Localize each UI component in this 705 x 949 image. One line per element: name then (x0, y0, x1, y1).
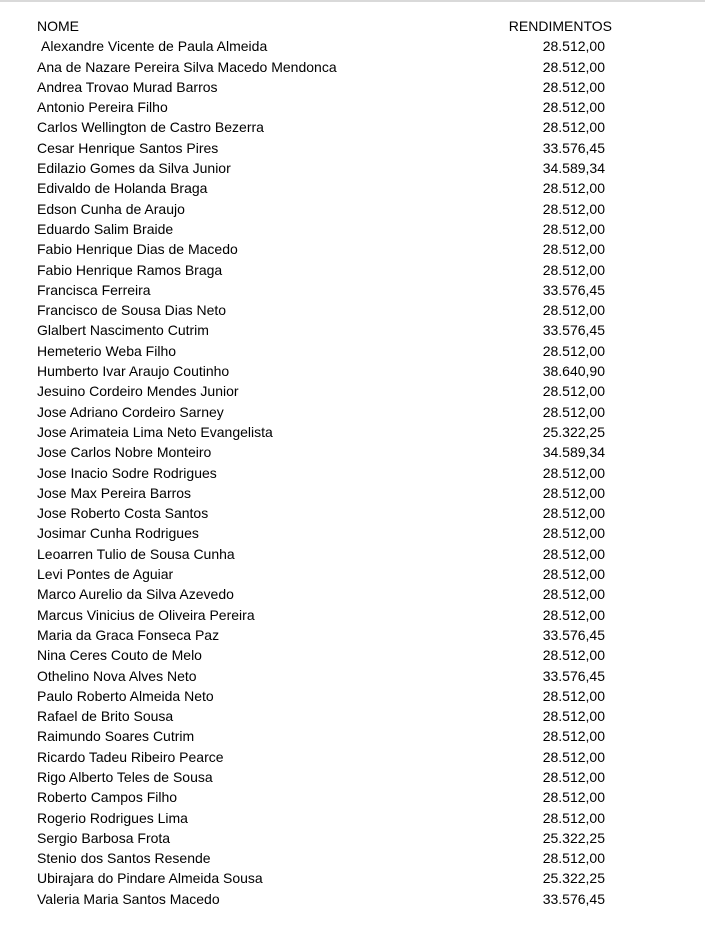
row-name: Valeria Maria Santos Macedo (37, 890, 220, 907)
row-value: 28.512,00 (542, 484, 605, 501)
row-name: Othelino Nova Alves Neto (37, 667, 197, 684)
row-name: Rigo Alberto Teles de Sousa (37, 768, 213, 785)
table-row (37, 260, 612, 280)
row-name: Sergio Barbosa Frota (37, 829, 171, 846)
table-row (37, 584, 612, 604)
row-value: 28.512,00 (542, 647, 605, 664)
table-row (37, 828, 612, 848)
table-row (37, 178, 612, 198)
row-value: 28.512,00 (542, 728, 605, 745)
table-row (37, 767, 612, 787)
table-row (37, 117, 612, 137)
row-value: 28.512,00 (542, 586, 605, 603)
table-row (37, 787, 612, 807)
top-divider (0, 0, 705, 2)
row-value: 25.322,25 (542, 829, 605, 846)
table-row (37, 463, 612, 483)
row-value: 28.512,00 (542, 768, 605, 785)
row-value: 28.512,00 (542, 180, 605, 197)
row-value: 33.576,45 (542, 322, 605, 339)
row-name: Ana de Nazare Pereira Silva Macedo Mendonca (37, 58, 337, 75)
table-row (37, 422, 612, 442)
row-name: Francisco de Sousa Dias Neto (37, 302, 227, 319)
row-value: 28.512,00 (542, 850, 605, 867)
row-name: Hemeterio Weba Filho (37, 342, 177, 359)
table-row (37, 381, 612, 401)
table-row (37, 36, 612, 56)
table-row (37, 544, 612, 564)
row-value: 28.512,00 (542, 748, 605, 765)
table-row (37, 889, 612, 909)
row-value: 33.576,45 (542, 667, 605, 684)
table-row (37, 808, 612, 828)
row-value: 28.512,00 (542, 545, 605, 562)
row-value: 28.512,00 (542, 241, 605, 258)
row-value: 28.512,00 (542, 58, 605, 75)
row-name: Leoarren Tulio de Sousa Cunha (37, 545, 235, 562)
table-row (37, 219, 612, 239)
row-name: Carlos Wellington de Castro Bezerra (37, 119, 264, 136)
table-row (37, 503, 612, 523)
row-value: 28.512,00 (542, 78, 605, 95)
row-name: Maria da Graca Fonseca Paz (37, 626, 220, 643)
table-row (37, 57, 612, 77)
row-name: Jose Arimateia Lima Neto Evangelista (37, 423, 273, 440)
row-value: 28.512,00 (542, 809, 605, 826)
table-row (37, 848, 612, 868)
row-name: Ricardo Tadeu Ribeiro Pearce (37, 748, 224, 765)
table-header-row (37, 16, 612, 36)
row-value: 28.512,00 (542, 200, 605, 217)
row-value: 28.512,00 (542, 687, 605, 704)
table-row (37, 442, 612, 462)
row-value: 28.512,00 (542, 708, 605, 725)
row-value: 28.512,00 (542, 383, 605, 400)
table-row (37, 483, 612, 503)
row-value: 28.512,00 (542, 38, 605, 55)
row-value: 33.576,45 (542, 139, 605, 156)
table-row (37, 239, 612, 259)
row-value: 28.512,00 (542, 525, 605, 542)
table-row (37, 564, 612, 584)
row-name: Edson Cunha de Araujo (37, 200, 185, 217)
table-row (37, 158, 612, 178)
row-value: 38.640,90 (542, 363, 605, 380)
table-row (37, 341, 612, 361)
row-value: 28.512,00 (542, 261, 605, 278)
column-header-name: NOME (37, 18, 79, 34)
table-row (37, 726, 612, 746)
table-row (37, 97, 612, 117)
table-row (37, 625, 612, 645)
row-name: Nina Ceres Couto de Melo (37, 647, 202, 664)
row-name: Jose Adriano Cordeiro Sarney (37, 403, 224, 420)
table-row (37, 361, 612, 381)
row-name: Josimar Cunha Rodrigues (37, 525, 199, 542)
table-row (37, 645, 612, 665)
row-name: Jose Max Pereira Barros (37, 484, 192, 501)
row-name: Edivaldo de Holanda Braga (37, 180, 208, 197)
row-name: Fabio Henrique Dias de Macedo (37, 241, 238, 258)
row-name: Raimundo Soares Cutrim (37, 728, 195, 745)
row-name: Rafael de Brito Sousa (37, 708, 174, 725)
row-name: Roberto Campos Filho (37, 789, 178, 806)
row-value: 28.512,00 (542, 606, 605, 623)
table-row (37, 280, 612, 300)
row-name: Jesuino Cordeiro Mendes Junior (37, 383, 239, 400)
row-name: Humberto Ivar Araujo Coutinho (37, 363, 230, 380)
table-row (37, 523, 612, 543)
row-name: Jose Carlos Nobre Monteiro (37, 444, 212, 461)
row-name: Jose Roberto Costa Santos (37, 505, 209, 522)
row-name: Francisca Ferreira (37, 281, 151, 298)
table-row (37, 666, 612, 686)
table-row (37, 138, 612, 158)
row-name: Rogerio Rodrigues Lima (37, 809, 188, 826)
row-name: Edilazio Gomes da Silva Junior (37, 160, 231, 177)
table-row (37, 868, 612, 888)
row-name: Marco Aurelio da Silva Azevedo (37, 586, 234, 603)
row-value: 28.512,00 (542, 403, 605, 420)
row-value: 33.576,45 (542, 626, 605, 643)
row-value: 28.512,00 (542, 505, 605, 522)
row-name: Paulo Roberto Almeida Neto (37, 687, 214, 704)
table-body (37, 36, 612, 909)
row-name: Cesar Henrique Santos Pires (37, 139, 219, 156)
row-value: 34.589,34 (542, 444, 605, 461)
table-row (37, 402, 612, 422)
row-name: Alexandre Vicente de Paula Almeida (41, 38, 268, 55)
row-value: 28.512,00 (542, 464, 605, 481)
row-name: Ubirajara do Pindare Almeida Sousa (37, 870, 263, 887)
row-name: Andrea Trovao Murad Barros (37, 78, 218, 95)
table-row (37, 300, 612, 320)
row-name: Stenio dos Santos Resende (37, 850, 211, 867)
row-value: 28.512,00 (542, 789, 605, 806)
table-row (37, 686, 612, 706)
table-row (37, 320, 612, 340)
row-name: Marcus Vinicius de Oliveira Pereira (37, 606, 255, 623)
row-value: 28.512,00 (542, 220, 605, 237)
row-value: 25.322,25 (542, 423, 605, 440)
row-value: 28.512,00 (542, 119, 605, 136)
row-value: 28.512,00 (542, 302, 605, 319)
row-value: 28.512,00 (542, 566, 605, 583)
table-row (37, 747, 612, 767)
row-value: 25.322,25 (542, 870, 605, 887)
column-header-value: RENDIMENTOS (508, 18, 612, 34)
row-name: Eduardo Salim Braide (37, 220, 174, 237)
row-name: Jose Inacio Sodre Rodrigues (37, 464, 217, 481)
row-value: 28.512,00 (542, 342, 605, 359)
row-value: 33.576,45 (542, 890, 605, 907)
salary-table (37, 16, 612, 909)
table-row (37, 77, 612, 97)
row-value: 33.576,45 (542, 281, 605, 298)
table-row (37, 199, 612, 219)
row-value: 28.512,00 (542, 99, 605, 116)
row-name: Antonio Pereira Filho (37, 99, 168, 116)
row-name: Glalbert Nascimento Cutrim (37, 322, 209, 339)
table-row (37, 605, 612, 625)
table-row (37, 706, 612, 726)
row-name: Fabio Henrique Ramos Braga (37, 261, 223, 278)
row-value: 34.589,34 (542, 160, 605, 177)
row-name: Levi Pontes de Aguiar (37, 566, 174, 583)
